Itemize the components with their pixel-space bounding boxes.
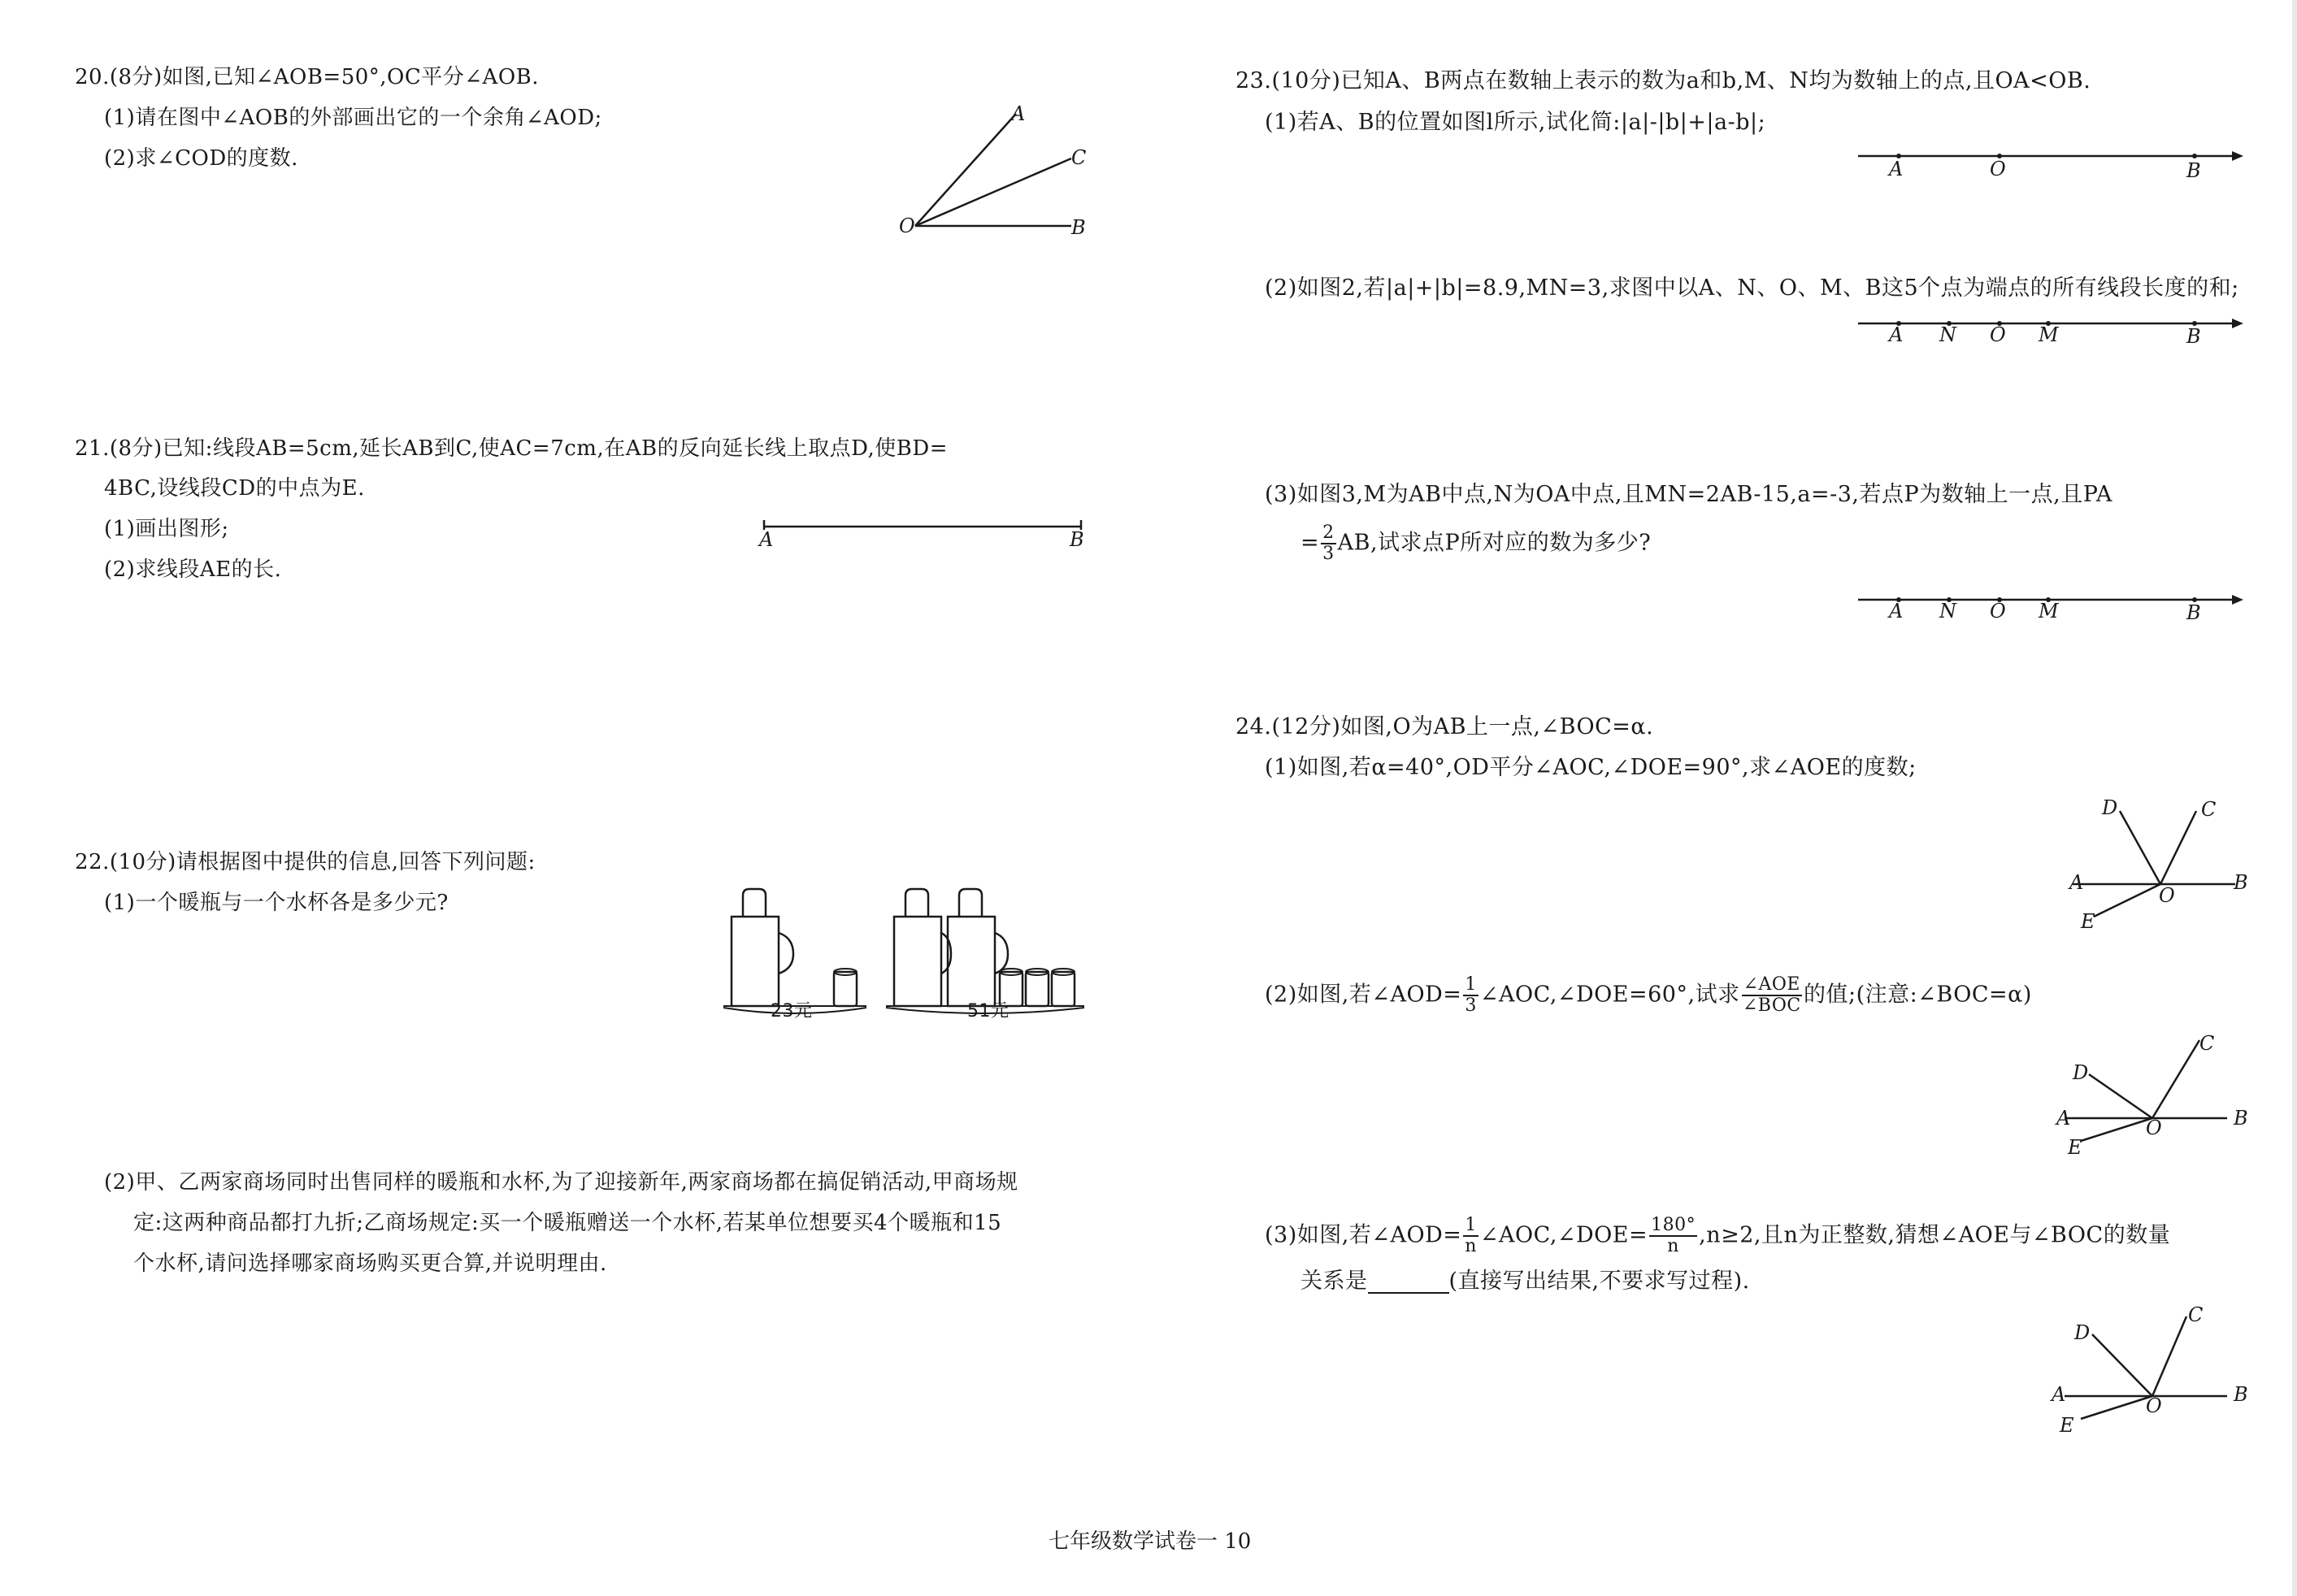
q24-p2-f2-num: ∠AOE (1743, 974, 1800, 995)
q22-part2-line1: (2)甲、乙两家商场同时出售同样的暖瓶和水杯,为了迎接新年,两家商场都在搞促销活动,甲商场规 (104, 1170, 1018, 1195)
axis2-label-B: B (2186, 325, 2201, 348)
answer-blank[interactable] (1368, 1274, 1449, 1294)
cup-icon (1026, 969, 1049, 1006)
q24f2-label-O: O (2146, 1117, 2162, 1139)
q24f1-label-O: O (2159, 884, 2175, 907)
q24-p3-fraction-2 (1649, 1216, 1697, 1256)
q23-p3-eq: = (1300, 530, 1320, 556)
cup-icon (1052, 969, 1075, 1006)
page-edge (2292, 0, 2297, 1596)
q21-part2: (2)求线段AE的长. (104, 557, 282, 582)
q24-p3-a: (3)如图,若∠AOD= (1265, 1222, 1462, 1248)
q22-price-2: 51元 (967, 1001, 1010, 1021)
q24-angle-figure-1 (2065, 805, 2243, 926)
axis1-label-A: A (1889, 158, 1904, 180)
q24f1-label-A: A (2069, 871, 2084, 894)
q24-part1: (1)如图,若α=40°,OD平分∠AOC,∠DOE=90°,求∠AOE的度数; (1265, 755, 1917, 780)
q20-label-C: C (1071, 146, 1087, 169)
q22-part2-line3: 个水杯,请问选择哪家商场购买更合算,并说明理由. (133, 1251, 607, 1276)
q24-p2-f1-num: 1 (1465, 974, 1477, 995)
q23-part2: (2)如图2,若|a|+|b|=8.9,MN=3,求图中以A、N、O、M、B这5个点为端点的所有线段长度的和; (1265, 275, 2239, 301)
q23-p3-num: 2 (1322, 523, 1335, 543)
q23-p3-fraction (1321, 523, 1336, 564)
q24f1-label-C: C (2201, 798, 2217, 821)
q22-price-1: 23元 (771, 1001, 813, 1021)
axis2-label-M: M (2039, 323, 2059, 346)
q24-p2-b: ∠AOC,∠DOE=60°,试求 (1479, 982, 1740, 1008)
axis3-label-M: M (2039, 600, 2059, 622)
q24-stem: 24.(12分)如图,O为AB上一点,∠BOC=α. (1235, 714, 1654, 739)
q20-label-O: O (899, 215, 915, 237)
q24f2-label-D: D (2073, 1061, 2089, 1084)
q20-part1: (1)请在图中∠AOB的外部画出它的一个余角∠AOD; (104, 106, 602, 130)
q24-p2-f1-den: 3 (1465, 995, 1477, 1016)
q20-label-B: B (1071, 216, 1086, 239)
q24f2-label-A: A (2056, 1107, 2071, 1130)
q22-part2-line2: 定:这两种商品都打九折;乙商场规定:买一个暖瓶赠送一个水杯,若某单位想要买4个暖瓶和15 (133, 1211, 1002, 1235)
q24-part3-line1 (1265, 1216, 2170, 1256)
q20-label-A: A (1011, 102, 1026, 125)
cup-icon (834, 969, 857, 1006)
axis3-label-N: N (1939, 600, 1956, 622)
axis2-label-N: N (1939, 323, 1956, 346)
axis3-label-O: O (1990, 600, 2006, 622)
q24f2-label-E: E (2068, 1136, 2082, 1159)
q20-stem: 20.(8分)如图,已知∠AOB=50°,OC平分∠AOB. (75, 65, 540, 89)
q24f3-label-B: B (2234, 1383, 2248, 1406)
q23-part1: (1)若A、B的位置如图l所示,试化简:|a|-|b|+|a-b|; (1265, 110, 1766, 135)
q23-p3-rest: AB,试求点P所对应的数为多少? (1337, 530, 1652, 556)
q24f1-label-D: D (2102, 796, 2118, 819)
q21-label-A: A (759, 528, 774, 551)
q22-stem: 22.(10分)请根据图中提供的信息,回答下列问题: (75, 850, 536, 874)
axis3-label-A: A (1889, 600, 1904, 622)
axis3-label-B: B (2186, 601, 2201, 624)
axis1-label-B: B (2186, 159, 2201, 182)
q21-stem-line1: 21.(8分)已知:线段AB=5cm,延长AB到C,使AC=7cm,在AB的反向延长线上取点D,使BD= (75, 436, 949, 461)
axis2-label-A: A (1889, 323, 1904, 346)
q24f3-label-E: E (2060, 1414, 2074, 1437)
q24f3-label-D: D (2074, 1321, 2091, 1344)
q24-p3-f2-num: 180° (1651, 1215, 1696, 1235)
q24-p2-c: 的值;(注意:∠BOC=α) (1804, 982, 2032, 1008)
q24f1-label-E: E (2081, 910, 2095, 933)
q21-segment-AB (762, 518, 1088, 535)
q24-p3-l2a: 关系是 (1300, 1269, 1368, 1294)
q24f3-label-C: C (2188, 1303, 2204, 1326)
q23-stem: 23.(10分)已知A、B两点在数轴上表示的数为a和b,M、N均为数轴上的点,且OA<OB. (1235, 68, 2091, 93)
q24-part2 (1265, 975, 2032, 1016)
q24f2-label-C: C (2199, 1032, 2215, 1055)
q23-p3-den: 3 (1322, 544, 1335, 564)
q21-stem-line2: 4BC,设线段CD的中点为E. (104, 476, 365, 501)
q22-part1: (1)一个暖瓶与一个水杯各是多少元? (104, 891, 449, 915)
q24f1-label-B: B (2234, 871, 2248, 894)
axis1-label-O: O (1990, 158, 2006, 180)
q24-p3-l2b: (直接写出结果,不要求写过程). (1448, 1269, 1750, 1294)
q24-part3-line2 (1300, 1269, 1750, 1294)
q23-part3-line2 (1300, 523, 1651, 564)
q24-p2-fraction-2 (1742, 975, 1802, 1016)
q24-p3-f2-den: n (1667, 1236, 1679, 1256)
q21-part1: (1)画出图形; (104, 517, 229, 541)
axis2-label-O: O (1990, 323, 2006, 346)
q24-p3-c: ,n≥2,且n为正整数,猜想∠AOE与∠BOC的数量 (1699, 1222, 2171, 1248)
q24-p3-f1-num: 1 (1465, 1215, 1477, 1235)
q20-part2: (2)求∠COD的度数. (104, 146, 298, 171)
q24f2-label-B: B (2234, 1107, 2248, 1130)
q24-p3-fraction-1 (1463, 1216, 1479, 1256)
q24-p3-f1-den: n (1465, 1236, 1477, 1256)
q24-p2-fraction-1 (1463, 975, 1479, 1016)
page-footer: 七年级数学试卷一 10 (1049, 1529, 1252, 1554)
q23-part3-line1: (3)如图3,M为AB中点,N为OA中点,且MN=2AB-15,a=-3,若点P为数轴上一点,且PA (1265, 482, 2112, 507)
flask-icon (894, 889, 951, 1006)
q24-p2-f2-den: ∠BOC (1742, 995, 1801, 1016)
q24-p3-b: ∠AOC,∠DOE= (1479, 1222, 1648, 1248)
flask-icon (732, 889, 793, 1006)
q24f3-label-A: A (2052, 1383, 2066, 1406)
q21-label-B: B (1070, 528, 1084, 551)
q24f3-label-O: O (2146, 1394, 2162, 1417)
q24-p2-a: (2)如图,若∠AOD= (1265, 982, 1462, 1008)
